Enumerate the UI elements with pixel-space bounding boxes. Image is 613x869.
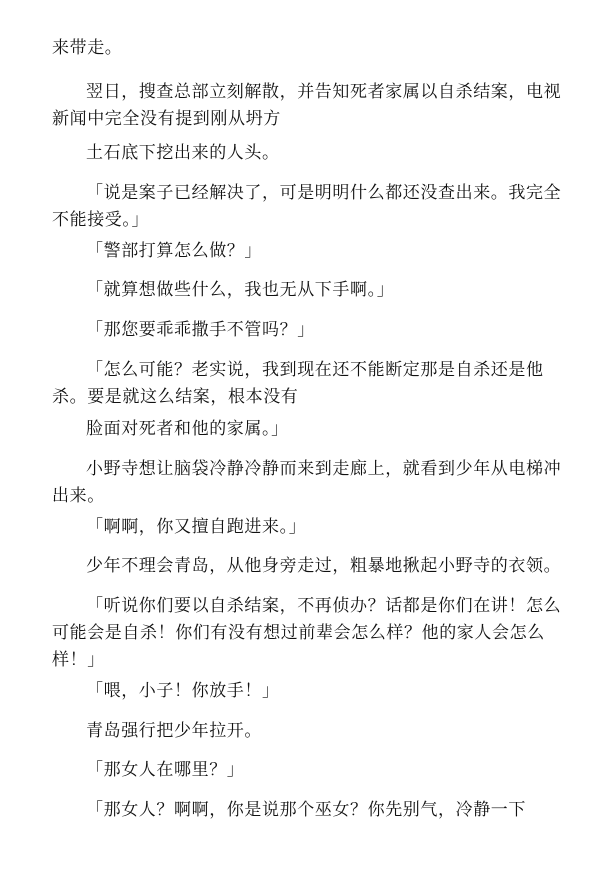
paragraph-16: 「那女人在哪里？」 xyxy=(86,760,245,780)
paragraph-1: 来带走。 xyxy=(52,38,123,58)
paragraph-2: 翌日，搜查总部立刻解散，并告知死者家属以自杀结案，电视新闻中完全没有提到刚从坍方 xyxy=(52,82,562,129)
paragraph-8: 「怎么可能？老实说，我到现在还不能断定那是自杀还是他杀。要是就这么结案，根本没有 xyxy=(52,360,544,407)
paragraph-9: 脸面对死者和他的家属。」 xyxy=(86,419,289,439)
paragraph-13: 「听说你们要以自杀结案，不再侦办？话都是你们在讲！怎么可能会是自杀！你们有没有想过前辈会怎么样？他的家人会怎么样！」 xyxy=(52,596,562,670)
paragraph-6: 「就算想做些什么，我也无从下手啊。」 xyxy=(86,280,395,300)
paragraph-4: 「说是案子已经解决了，可是明明什么都还没查出来。我完全不能接受。」 xyxy=(52,183,562,230)
paragraph-17: 「那女人？啊啊，你是说那个巫女？你先别气，冷静一下 xyxy=(86,800,526,820)
paragraph-14: 「喂，小子！你放手！」 xyxy=(86,681,280,701)
paragraph-3: 土石底下挖出来的人头。 xyxy=(86,143,280,163)
paragraph-15: 青岛强行把少年拉开。 xyxy=(86,721,262,741)
paragraph-7: 「那您要乖乖撒手不管吗？」 xyxy=(86,320,315,340)
paragraph-5: 「警部打算怎么做？」 xyxy=(86,241,262,261)
paragraph-11: 「啊啊，你又擅自跑进来。」 xyxy=(86,517,307,537)
paragraph-10: 小野寺想让脑袋冷静冷静而来到走廊上，就看到少年从电梯冲出来。 xyxy=(52,459,562,506)
paragraph-12: 少年不理会青岛，从他身旁走过，粗暴地揪起小野寺的衣领。 xyxy=(86,556,562,576)
